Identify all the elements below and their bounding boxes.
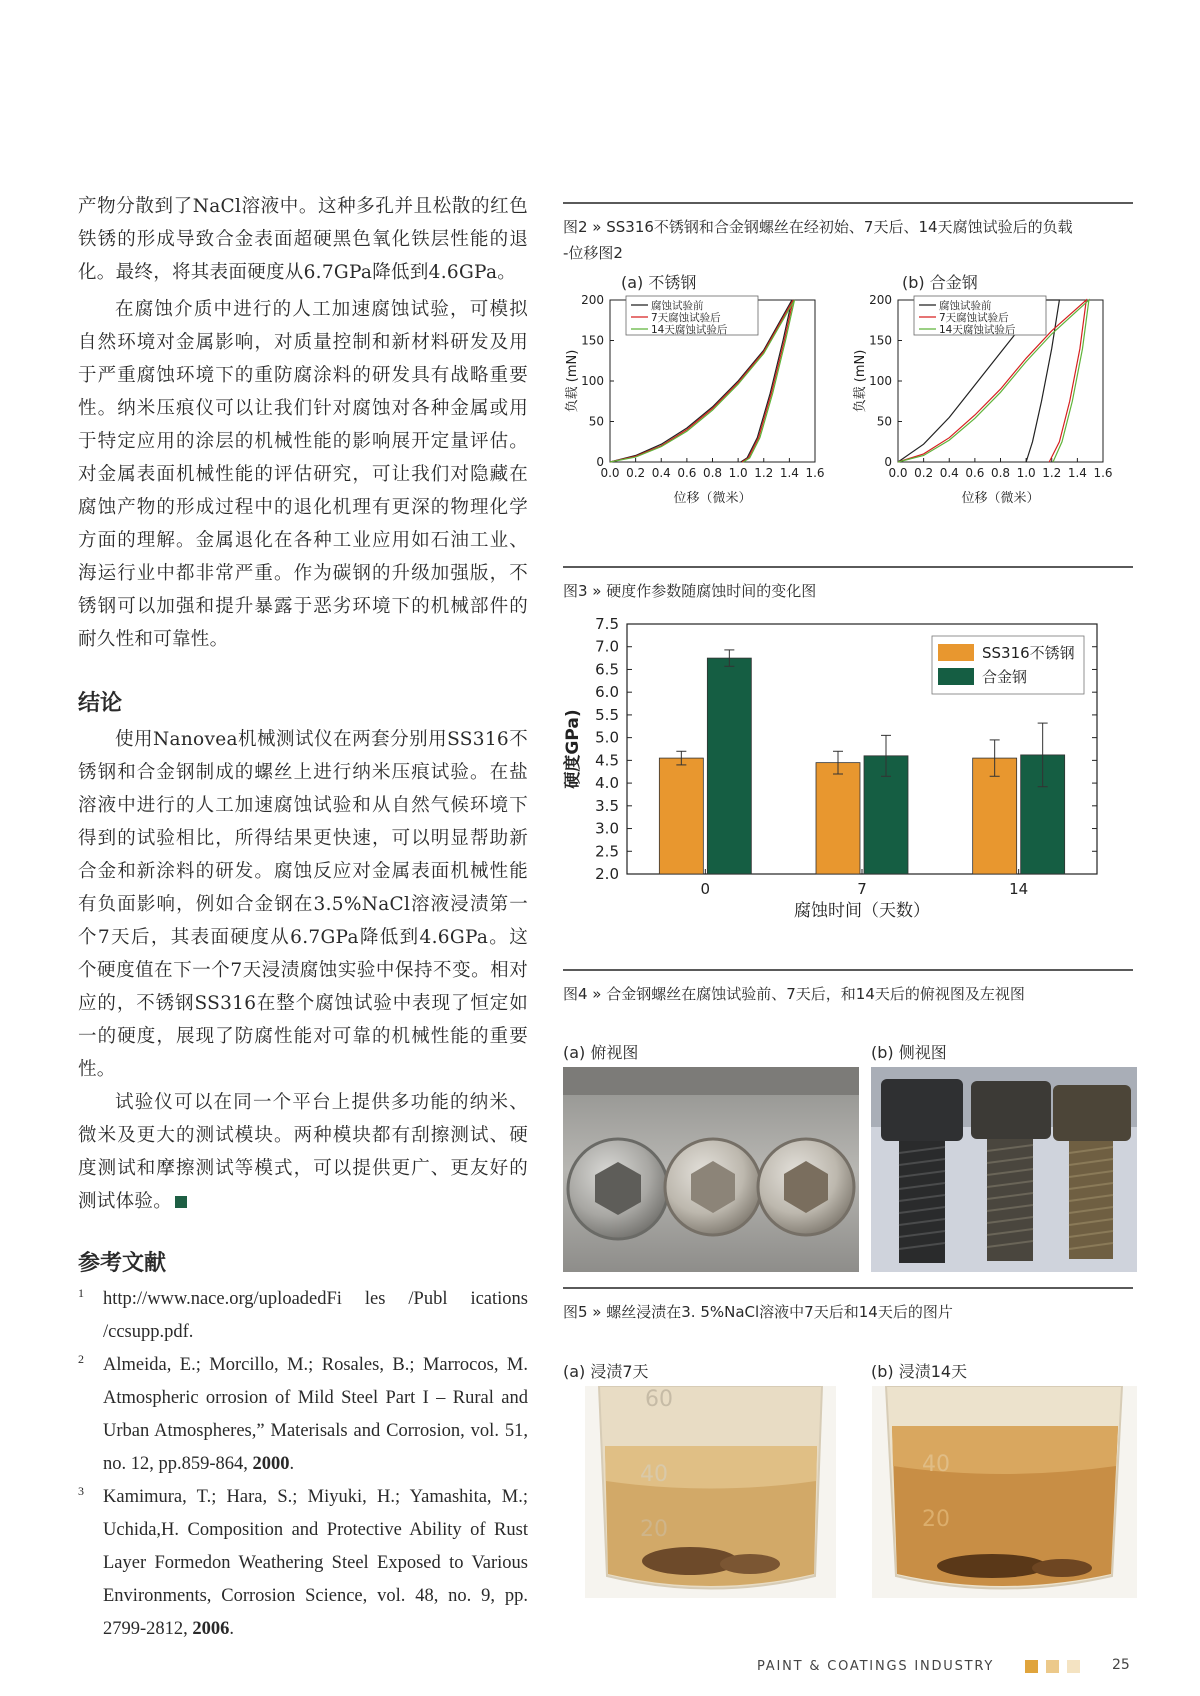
y-tick-label: 6.5 (595, 660, 619, 679)
footer-square-2 (1046, 1660, 1059, 1673)
reference-item (78, 1349, 528, 1481)
y-tick-label: 2.0 (595, 865, 619, 883)
y-tick-label: 150 (869, 333, 892, 348)
fig2-caption (563, 214, 1133, 266)
legend-label: SS316不锈钢 (982, 644, 1075, 662)
legend-label: 14天腐蚀试验后 (651, 324, 728, 336)
y-tick-label: 5.5 (595, 705, 619, 724)
legend-swatch (938, 668, 974, 685)
reference-tail: . (289, 1454, 295, 1474)
x-tick-label: 0.6 (677, 466, 697, 480)
x-axis-label: 位移（微米） (961, 491, 1040, 506)
fig4-side-view-photo (871, 1067, 1137, 1272)
bar (707, 658, 751, 874)
end-mark-icon (175, 1196, 187, 1208)
svg-text:40: 40 (640, 1462, 668, 1487)
x-axis-label: 位移（微米） (673, 491, 752, 506)
x-tick-label: 1.4 (779, 466, 799, 480)
y-tick-label: 150 (581, 333, 604, 348)
paragraph: 使用Nanovea机械测试仪在两套分别用SS316不锈钢和合金钢制成的螺丝上进行纳米压痕试验。在盐溶液中进行的人工加速腐蚀试验和从自然气候环境下得到的试验相比，所得结果更快速，可以明显帮助新合金和新涂料的研发。腐蚀反应对金属表面机械性能有负面影响，例如合金钢在3.5%NaCl溶液浸渍第一个7天后，其表面硬度从6.7GPa降低到4.6GPa。这个硬度值在下一个7天浸渍腐蚀实验中保持不变。相对应的，不锈钢SS316在整个腐蚀试验中表现了恒定如一的硬度，展现了防腐性能对可靠的机械性能的重要性。 (78, 729, 528, 1080)
legend-label: 腐蚀试验前 (651, 300, 704, 312)
fig5-beaker-14days-photo (872, 1386, 1137, 1598)
paragraph (78, 1086, 528, 1218)
x-tick-label: 1.2 (754, 466, 774, 480)
y-tick-label: 7.5 (595, 615, 619, 633)
fig3-caption: 图3 » 硬度作参数随腐蚀时间的变化图 (563, 582, 817, 600)
legend-label: 合金钢 (982, 668, 1028, 686)
footer-square-1 (1025, 1660, 1038, 1673)
bolt-sides-image (871, 1067, 1137, 1272)
reference-year: 2000 (252, 1454, 290, 1474)
fig4-top-view-photo (563, 1067, 859, 1272)
y-axis-label: 负载 (mN) (565, 349, 580, 413)
legend-swatch (938, 644, 974, 661)
svg-text:40: 40 (922, 1452, 950, 1477)
svg-text:20: 20 (922, 1507, 950, 1532)
fig2-subplot-a-label: (a) 不锈钢 (621, 273, 697, 292)
reference-year: 2006 (192, 1619, 230, 1639)
bar (816, 763, 860, 874)
reference-number: 2 (78, 1352, 84, 1366)
page-number: 25 (1112, 1657, 1130, 1673)
y-axis-label: 硬度GPa) (563, 709, 583, 789)
bar (659, 758, 703, 874)
x-tick-label: 0.0 (888, 466, 908, 480)
y-axis-label: 负载 (mN) (853, 349, 868, 413)
reference-text: http://www.nace.org/uploadedFi les /Publ ications /ccsupp.pdf. (103, 1289, 528, 1342)
y-tick-label: 7.0 (595, 637, 619, 656)
y-tick-label: 0 (884, 455, 892, 469)
x-tick-label: 0.8 (990, 466, 1011, 480)
paragraph-text: 试验仪可以在同一个平台上提供多功能的纳米、微米及更大的测试模块。两种模块都有刮擦测试、硬度测试和摩擦测试等模式，可以提供更广、更友好的测试体验。 (78, 1092, 528, 1212)
fig2-plot-b (852, 293, 1113, 506)
fig5-b-label: (b) 浸渍14天 (871, 1362, 968, 1381)
beaker-image (585, 1386, 836, 1598)
legend-label: 7天腐蚀试验后 (651, 312, 721, 324)
x-tick-label: 0.0 (600, 466, 620, 480)
svg-text:60: 60 (645, 1387, 673, 1412)
fig2-plot-a (564, 293, 825, 506)
x-tick-label: 1.0 (728, 466, 748, 480)
x-tick-label: 1.6 (805, 466, 825, 480)
x-tick-label: 0.4 (939, 466, 959, 480)
reference-number: 3 (78, 1484, 84, 1498)
y-tick-label: 3.5 (595, 796, 619, 815)
x-tick-label: 14 (1009, 880, 1029, 898)
body-column (78, 190, 528, 1646)
x-tick-label: 0.4 (651, 466, 671, 480)
x-tick-label: 1.6 (1093, 466, 1113, 480)
y-tick-label: 100 (581, 374, 604, 388)
figure-rule (563, 202, 1133, 204)
footer-square-3 (1067, 1660, 1080, 1673)
beaker-image (872, 1386, 1137, 1598)
reference-item (78, 1481, 528, 1646)
reference-text: Kamimura, T.; Hara, S.; Miyuki, H.; Yamashita, M.; Uchida,H. Composition and Protective Ability of Rust Layer Formedon Weathering Steel Exposed to Various Environments, Corrosion Science, vol. 48, no. 9, pp. 2799-2812, (103, 1487, 528, 1639)
fig3-caption-wrap (563, 578, 1133, 604)
fig5-caption: 图5 » 螺丝浸渍在3. 5%NaCl溶液中7天后和14天后的图片 (563, 1303, 953, 1321)
x-tick-label: 0.2 (626, 466, 646, 480)
svg-text:20: 20 (640, 1517, 668, 1542)
x-tick-label: 7 (857, 880, 867, 898)
reference-text: Almeida, E.; Morcillo, M.; Rosales, B.; Marrocos, M. Atmospheric orrosion of Mild Steel Part I – Rural and Urban Atmospheres,” Materisals and Corrosion, vol. 51, no. 12, pp.859-864, (103, 1355, 528, 1474)
fig2-caption-line2: -位移图2 (563, 244, 623, 262)
fig2-caption-line1: 图2 » SS316不锈钢和合金钢螺丝在经初始、7天后、14天腐蚀试验后的负载 (563, 218, 1073, 236)
figure-rule (563, 566, 1133, 568)
legend-label: 7天腐蚀试验后 (939, 312, 1009, 324)
fig4-caption-wrap (563, 981, 1133, 1007)
x-tick-label: 1.4 (1067, 466, 1087, 480)
section-heading-references: 参考文献 (78, 1251, 167, 1276)
y-tick-label: 4.5 (595, 751, 619, 770)
paragraph: 产物分散到了NaCl溶液中。这种多孔并且松散的红色铁锈的形成导致合金表面超硬黑色氧化铁层性能的退化。最终，将其表面硬度从6.7GPa降低到4.6GPa。 (78, 196, 528, 283)
reference-number: 1 (78, 1286, 84, 1300)
bolt-heads-image (563, 1067, 859, 1272)
y-tick-label: 3.0 (595, 819, 619, 838)
fig5-caption-wrap (563, 1299, 1133, 1325)
fig4-a-label: (a) 俯视图 (563, 1043, 639, 1062)
y-tick-label: 50 (876, 414, 892, 429)
fig2-subplot-b-label: (b) 合金钢 (902, 273, 978, 292)
x-tick-label: 1.2 (1042, 466, 1062, 480)
legend-label: 腐蚀试验前 (939, 300, 992, 312)
y-tick-label: 6.0 (595, 683, 619, 702)
y-tick-label: 2.5 (595, 842, 619, 861)
x-tick-label: 1.0 (1016, 466, 1036, 480)
fig3-chart (560, 612, 1130, 952)
y-tick-label: 5.0 (595, 728, 619, 747)
section-heading-conclusion: 结论 (78, 691, 123, 716)
fig4-caption: 图4 » 合金钢螺丝在腐蚀试验前、7天后，和14天后的俯视图及左视图 (563, 985, 1025, 1003)
figure-rule (563, 1287, 1133, 1289)
fig4-b-label: (b) 侧视图 (871, 1043, 947, 1062)
y-tick-label: 200 (581, 293, 604, 307)
journal-name: PAINT & COATINGS INDUSTRY (757, 1659, 995, 1674)
figure-rule (563, 969, 1133, 971)
x-tick-label: 0.6 (965, 466, 985, 480)
y-tick-label: 100 (869, 374, 892, 388)
paragraph: 在腐蚀介质中进行的人工加速腐蚀试验，可模拟自然环境对金属影响，对质量控制和新材料研发及用于严重腐蚀环境下的重防腐涂料的研发具有战略重要性。纳米压痕仪可以让我们针对腐蚀对各种金属或用于特定应用的涂层的机械性能的影响展开定量评估。对金属表面机械性能的评估研究，可让我们对隐藏在腐蚀产物的形成过程中的退化机理有更深的物理化学方面的理解。金属退化在各种工业应用如石油工业、海运行业中都非常严重。作为碳钢的升级加强版，不锈钢可以加强和提升暴露于恶劣环境下的机械部件的耐久性和可靠性。 (78, 299, 528, 650)
y-tick-label: 0 (596, 455, 604, 469)
y-tick-label: 200 (869, 293, 892, 307)
x-axis-label: 腐蚀时间（天数） (794, 901, 930, 921)
reference-item (78, 1283, 528, 1349)
page-footer (757, 1657, 1137, 1679)
fig5-beaker-7days-photo (585, 1386, 836, 1598)
reference-tail: . (229, 1619, 235, 1639)
x-tick-label: 0 (700, 880, 711, 898)
y-tick-label: 50 (588, 414, 604, 429)
y-tick-label: 4.0 (595, 774, 619, 793)
x-tick-label: 0.2 (914, 466, 934, 480)
fig5-a-label: (a) 浸渍7天 (563, 1362, 649, 1381)
x-tick-label: 0.8 (702, 466, 723, 480)
fig2-chart (560, 290, 1140, 550)
legend-label: 14天腐蚀试验后 (939, 324, 1016, 336)
